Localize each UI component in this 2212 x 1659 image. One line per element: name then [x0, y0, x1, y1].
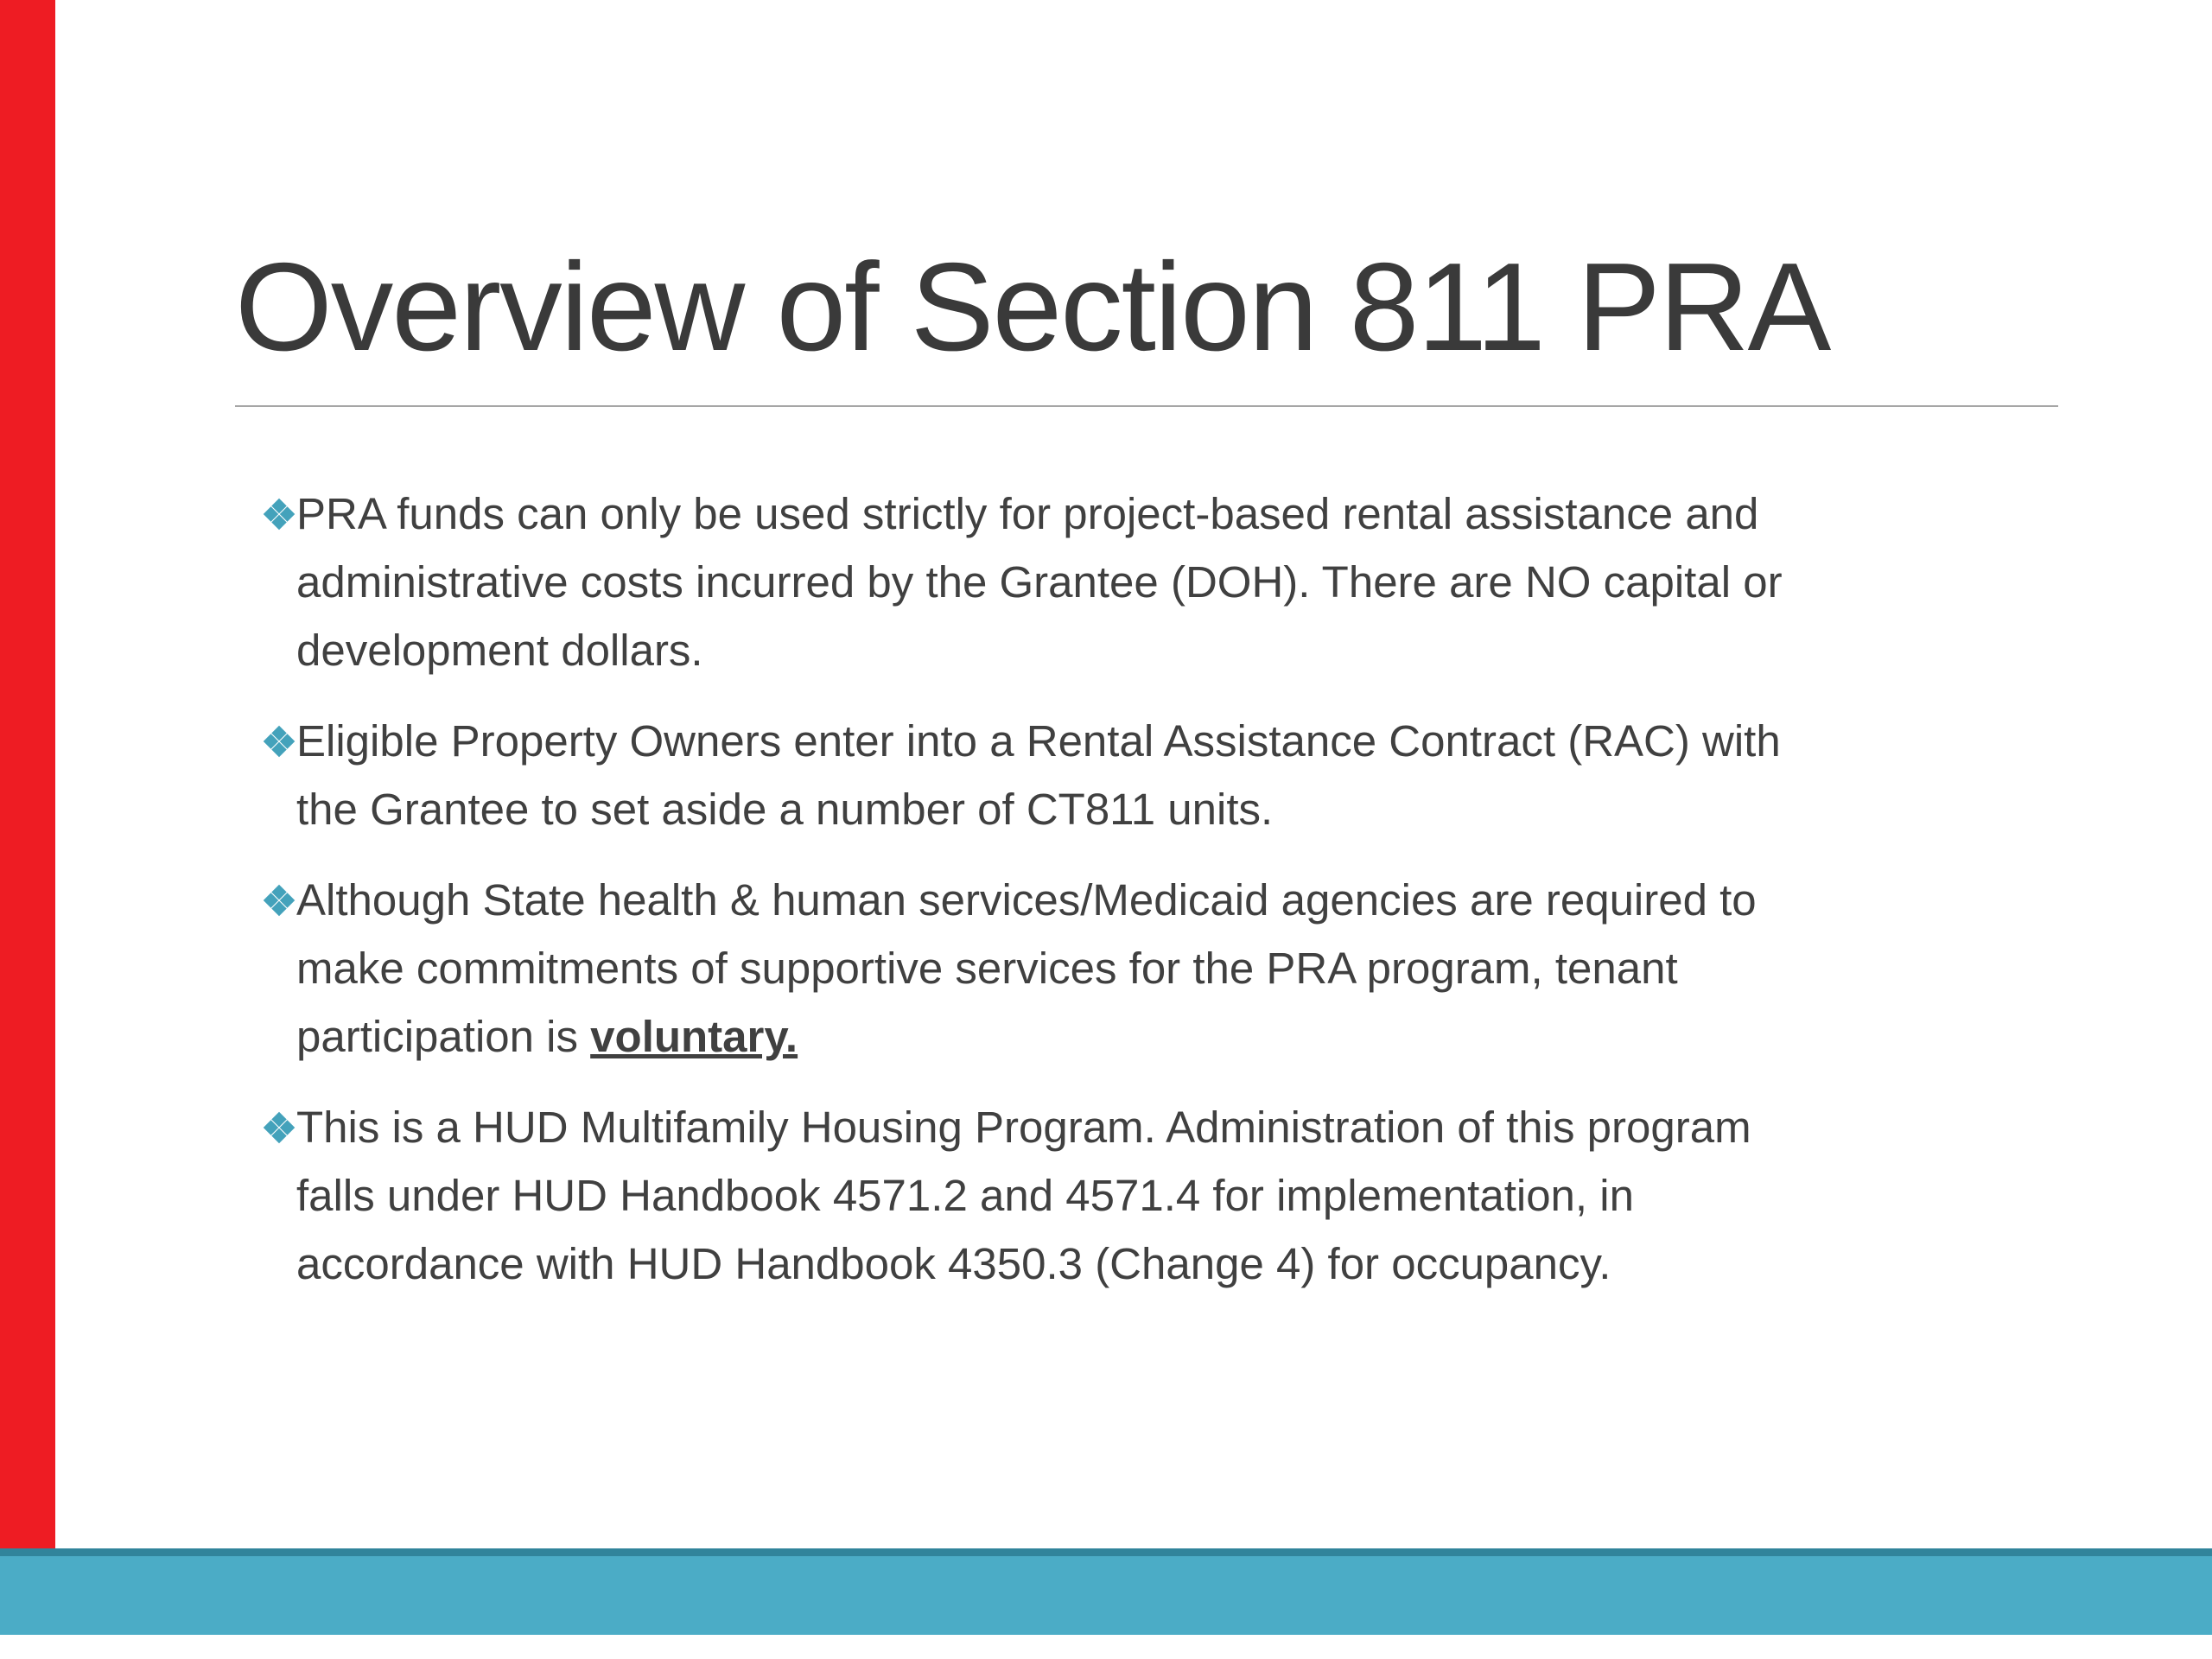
bullet-item — [264, 866, 1828, 1071]
title-divider — [235, 405, 2058, 407]
bullet-text: This is a HUD Multifamily Housing Program. Administration of this program falls under HUD Handbook 4571.2 and 4571.4 for implementation, in accordance with HUD Handbook 4350.3 (Change 4) for occupancy. — [296, 1102, 1751, 1288]
bullet-text: PRA funds can only be used strictly for project-based rental assistance and administrative costs incurred by the Grantee (DOH). There are NO capital or development dollars. — [296, 488, 1783, 675]
bullet-item — [264, 480, 1828, 684]
bullet-text: Although State health & human services/Medicaid agencies are required to make commitments of supportive services for the PRA program, tenant participation is — [296, 874, 1757, 1061]
bullet-item — [264, 1093, 1828, 1298]
bullet-text: Eligible Property Owners enter into a Rental Assistance Contract (RAC) with the Grantee to set aside a number of CT811 units. — [296, 715, 1781, 834]
bottom-accent-band — [0, 1548, 2212, 1635]
diamond-bullet-icon — [263, 498, 296, 531]
bullet-item — [264, 707, 1828, 843]
diamond-bullet-icon — [263, 725, 296, 758]
slide-title: Overview of Section 811 PRA — [235, 237, 1830, 377]
bullet-list — [264, 480, 1828, 1298]
band-top-line — [0, 1548, 2212, 1556]
bullet-emphasis: voluntary. — [590, 1011, 798, 1061]
diamond-bullet-icon — [263, 1111, 296, 1144]
diamond-bullet-icon — [263, 884, 296, 917]
